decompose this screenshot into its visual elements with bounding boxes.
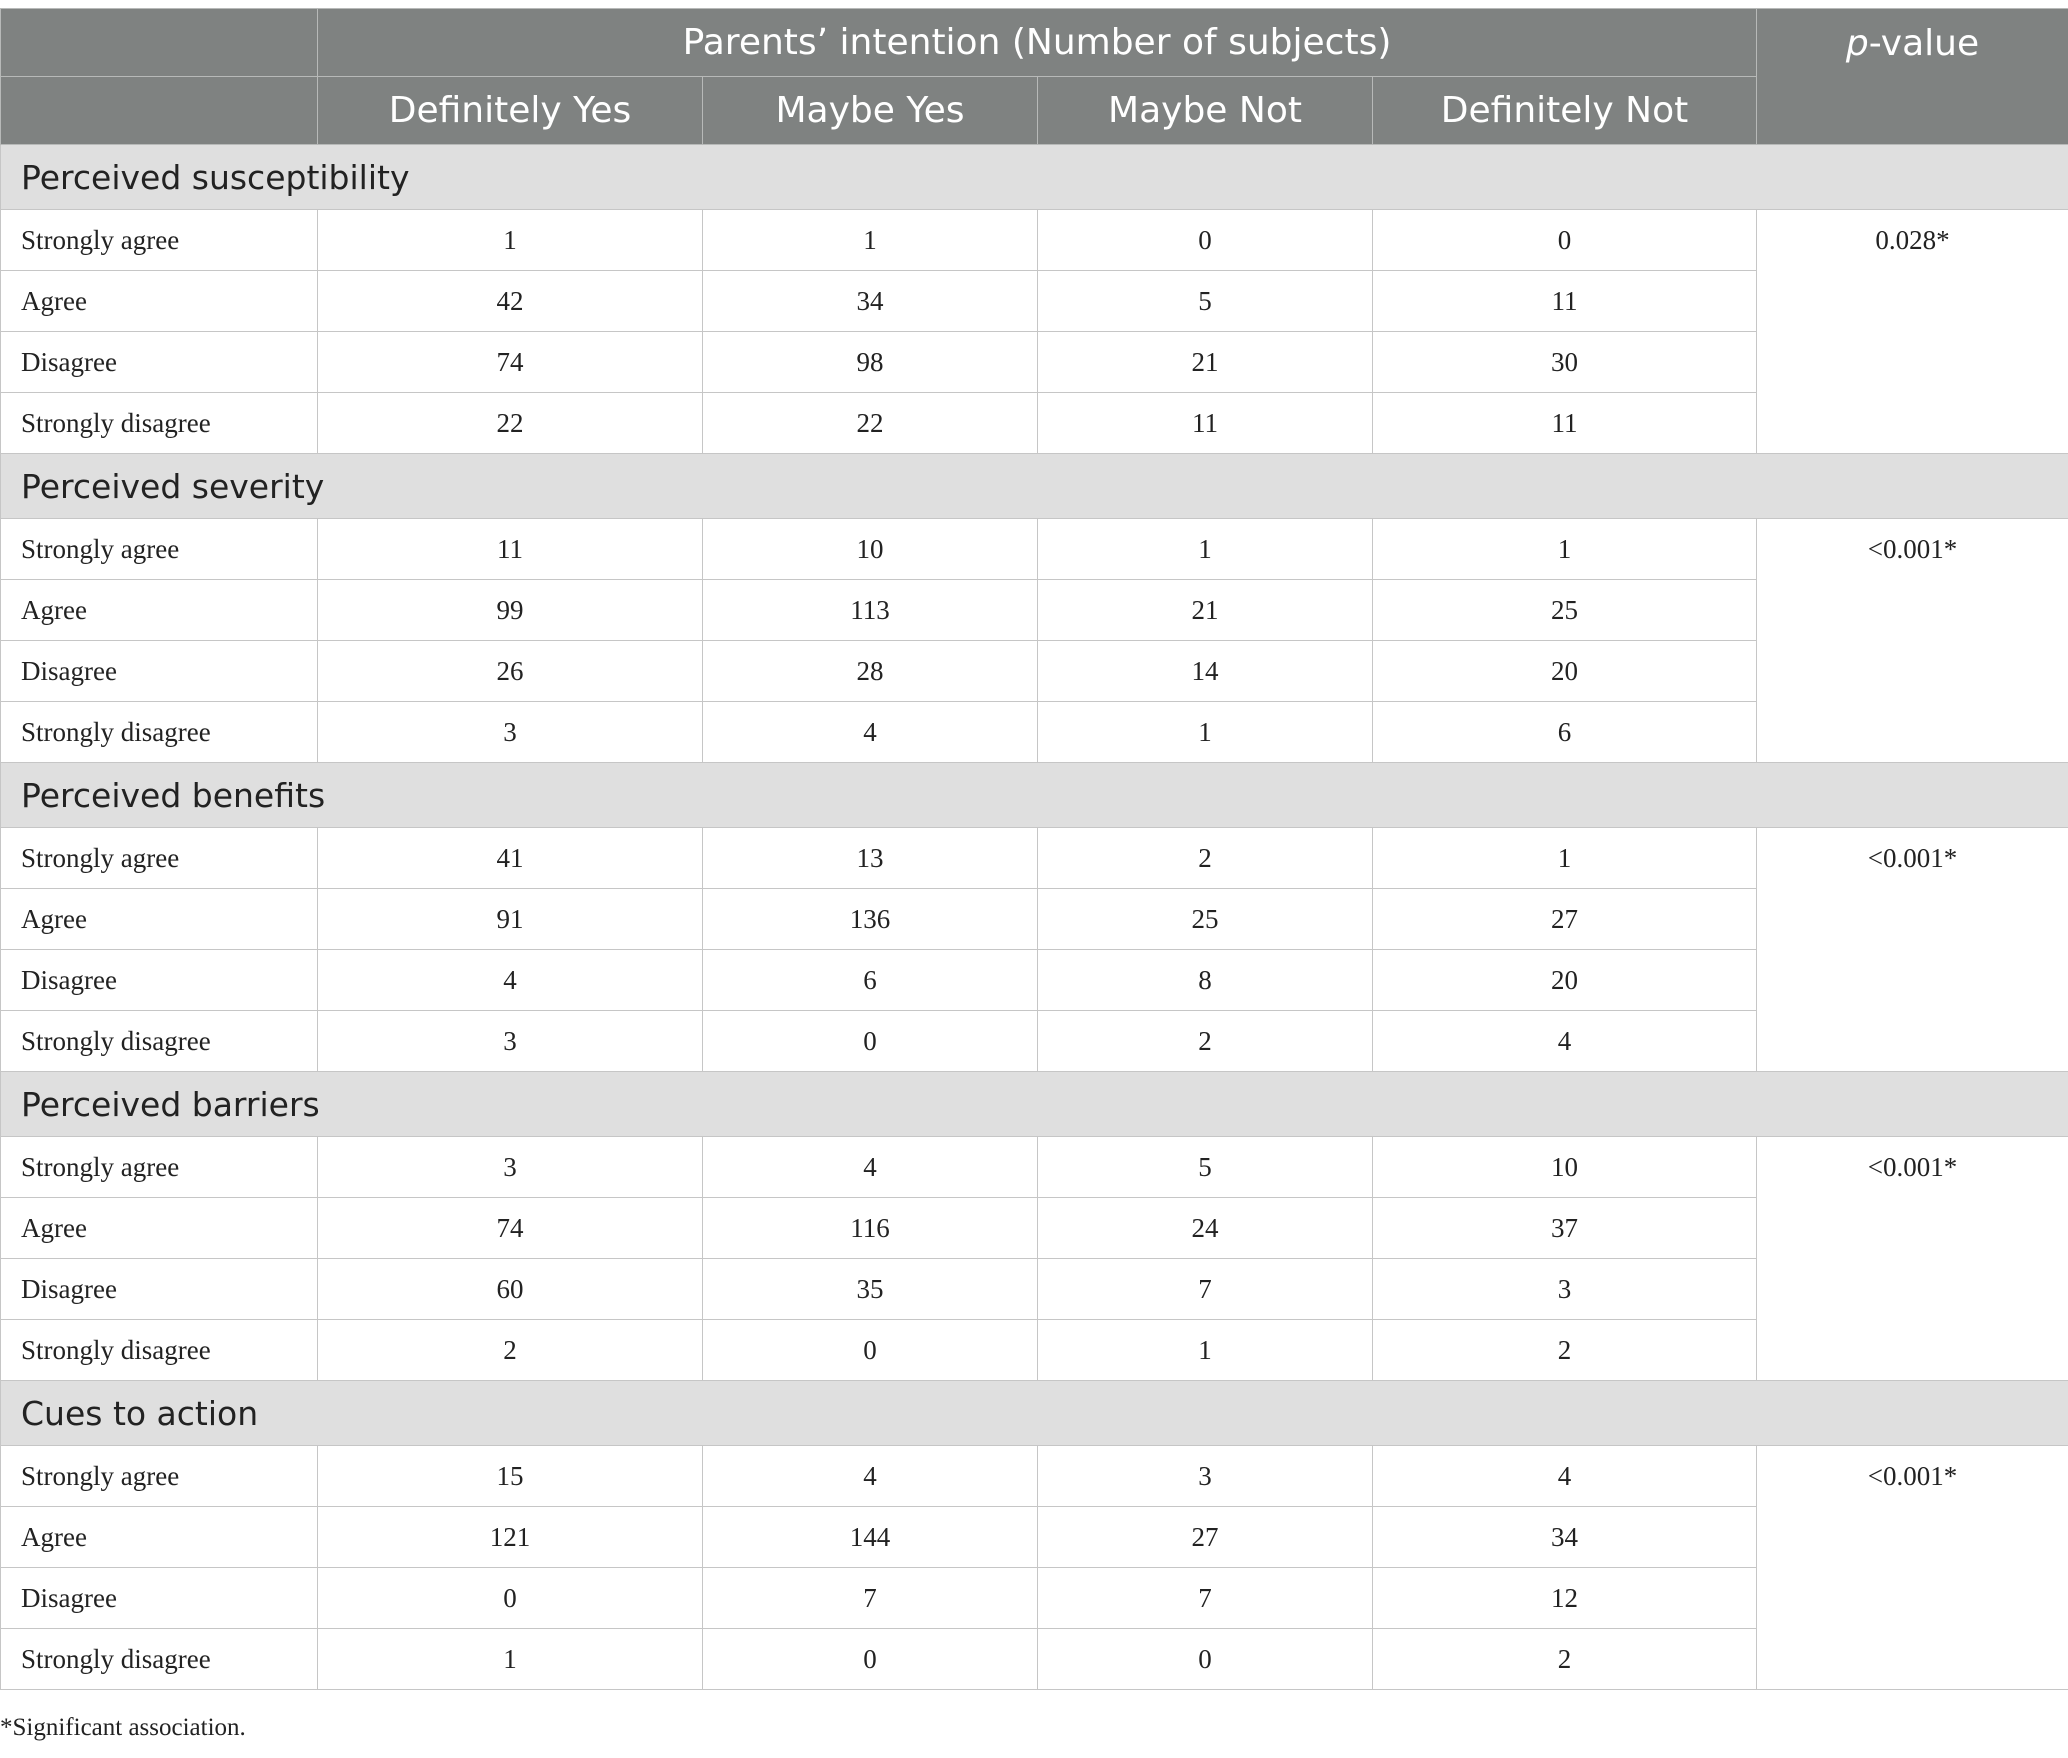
- column-header-definitely-yes: Definitely Yes: [318, 77, 703, 145]
- count-cell: 15: [318, 1446, 703, 1507]
- count-cell: 10: [703, 519, 1038, 580]
- header-row-group: [1, 9, 2068, 77]
- count-cell: 3: [318, 1011, 703, 1072]
- count-cell: 113: [703, 580, 1038, 641]
- count-cell: 144: [703, 1507, 1038, 1568]
- count-cell: 5: [1038, 271, 1373, 332]
- row-label: Strongly disagree: [1, 1011, 318, 1072]
- count-cell: 6: [1373, 702, 1757, 763]
- section-title: Perceived benefits: [1, 763, 2068, 828]
- count-cell: 4: [1373, 1011, 1757, 1072]
- count-cell: 1: [1038, 702, 1373, 763]
- row-label: Disagree: [1, 950, 318, 1011]
- count-cell: 0: [1373, 210, 1757, 271]
- count-cell: 0: [318, 1568, 703, 1629]
- count-cell: 21: [1038, 580, 1373, 641]
- p-value-cell: <0.001*: [1757, 1137, 2068, 1381]
- count-cell: 11: [318, 519, 703, 580]
- count-cell: 1: [318, 1629, 703, 1690]
- count-cell: 25: [1373, 580, 1757, 641]
- count-cell: 1: [318, 210, 703, 271]
- table-body: [1, 145, 2068, 1690]
- count-cell: 3: [318, 1137, 703, 1198]
- count-cell: 3: [1038, 1446, 1373, 1507]
- count-cell: 14: [1038, 641, 1373, 702]
- count-cell: 1: [703, 210, 1038, 271]
- row-label: Agree: [1, 580, 318, 641]
- table-row: [1, 519, 2068, 580]
- count-cell: 91: [318, 889, 703, 950]
- column-header-maybe-not: Maybe Not: [1038, 77, 1373, 145]
- header-corner-top: [1, 9, 318, 77]
- row-label: Strongly agree: [1, 1446, 318, 1507]
- count-cell: 0: [703, 1629, 1038, 1690]
- count-cell: 42: [318, 271, 703, 332]
- section-title: Perceived severity: [1, 454, 2068, 519]
- count-cell: 8: [1038, 950, 1373, 1011]
- intention-group-header: Parents’ intention (Number of subjects): [318, 9, 1757, 77]
- count-cell: 99: [318, 580, 703, 641]
- count-cell: 74: [318, 1198, 703, 1259]
- count-cell: 2: [1373, 1320, 1757, 1381]
- row-label: Strongly agree: [1, 1137, 318, 1198]
- count-cell: 13: [703, 828, 1038, 889]
- count-cell: 2: [1038, 1011, 1373, 1072]
- section-header-row: [1, 145, 2068, 210]
- row-label: Strongly agree: [1, 828, 318, 889]
- section-title: Perceived barriers: [1, 1072, 2068, 1137]
- count-cell: 12: [1373, 1568, 1757, 1629]
- count-cell: 98: [703, 332, 1038, 393]
- row-label: Agree: [1, 1198, 318, 1259]
- count-cell: 26: [318, 641, 703, 702]
- count-cell: 1: [1373, 828, 1757, 889]
- count-cell: 24: [1038, 1198, 1373, 1259]
- count-cell: 136: [703, 889, 1038, 950]
- count-cell: 21: [1038, 332, 1373, 393]
- row-label: Strongly disagree: [1, 1320, 318, 1381]
- count-cell: 11: [1373, 393, 1757, 454]
- count-cell: 11: [1373, 271, 1757, 332]
- count-cell: 121: [318, 1507, 703, 1568]
- count-cell: 0: [703, 1320, 1038, 1381]
- count-cell: 0: [1038, 1629, 1373, 1690]
- count-cell: 0: [1038, 210, 1373, 271]
- table-row: [1, 828, 2068, 889]
- count-cell: 3: [1373, 1259, 1757, 1320]
- count-cell: 25: [1038, 889, 1373, 950]
- count-cell: 34: [703, 271, 1038, 332]
- section-title: Cues to action: [1, 1381, 2068, 1446]
- header-corner-bottom: [1, 77, 318, 145]
- count-cell: 60: [318, 1259, 703, 1320]
- table-header: [1, 9, 2068, 145]
- count-cell: 1: [1038, 1320, 1373, 1381]
- table-row: [1, 1446, 2068, 1507]
- row-label: Agree: [1, 271, 318, 332]
- p-value-suffix: -value: [1868, 23, 1980, 64]
- p-value-italic-p: p: [1845, 23, 1869, 64]
- count-cell: 7: [1038, 1259, 1373, 1320]
- count-cell: 22: [318, 393, 703, 454]
- row-label: Disagree: [1, 641, 318, 702]
- row-label: Disagree: [1, 1259, 318, 1320]
- count-cell: 1: [1373, 519, 1757, 580]
- section-title: Perceived susceptibility: [1, 145, 2068, 210]
- table-row: [1, 1137, 2068, 1198]
- p-value-cell: <0.001*: [1757, 828, 2068, 1072]
- count-cell: 4: [703, 1137, 1038, 1198]
- row-label: Strongly disagree: [1, 393, 318, 454]
- row-label: Disagree: [1, 332, 318, 393]
- section-header-row: [1, 1072, 2068, 1137]
- row-label: Strongly agree: [1, 210, 318, 271]
- count-cell: 28: [703, 641, 1038, 702]
- row-label: Strongly agree: [1, 519, 318, 580]
- p-value-cell: <0.001*: [1757, 1446, 2068, 1690]
- count-cell: 22: [703, 393, 1038, 454]
- section-header-row: [1, 1381, 2068, 1446]
- count-cell: 27: [1373, 889, 1757, 950]
- footnote: *Significant association.: [0, 1714, 246, 1741]
- count-cell: 1: [1038, 519, 1373, 580]
- count-cell: 2: [318, 1320, 703, 1381]
- count-cell: 20: [1373, 950, 1757, 1011]
- count-cell: 116: [703, 1198, 1038, 1259]
- row-label: Agree: [1, 1507, 318, 1568]
- count-cell: 11: [1038, 393, 1373, 454]
- row-label: Strongly disagree: [1, 702, 318, 763]
- count-cell: 4: [703, 1446, 1038, 1507]
- count-cell: 41: [318, 828, 703, 889]
- count-cell: 6: [703, 950, 1038, 1011]
- count-cell: 3: [318, 702, 703, 763]
- count-cell: 27: [1038, 1507, 1373, 1568]
- column-header-maybe-yes: Maybe Yes: [703, 77, 1038, 145]
- count-cell: 74: [318, 332, 703, 393]
- row-label: Agree: [1, 889, 318, 950]
- count-cell: 30: [1373, 332, 1757, 393]
- count-cell: 0: [703, 1011, 1038, 1072]
- section-header-row: [1, 763, 2068, 828]
- count-cell: 5: [1038, 1137, 1373, 1198]
- count-cell: 35: [703, 1259, 1038, 1320]
- count-cell: 34: [1373, 1507, 1757, 1568]
- count-cell: 20: [1373, 641, 1757, 702]
- count-cell: 7: [1038, 1568, 1373, 1629]
- count-cell: 10: [1373, 1137, 1757, 1198]
- results-table: [0, 8, 2068, 1690]
- count-cell: 4: [703, 702, 1038, 763]
- count-cell: 37: [1373, 1198, 1757, 1259]
- count-cell: 2: [1038, 828, 1373, 889]
- column-header-definitely-not: Definitely Not: [1373, 77, 1757, 145]
- count-cell: 2: [1373, 1629, 1757, 1690]
- row-label: Disagree: [1, 1568, 318, 1629]
- p-value-cell: 0.028*: [1757, 210, 2068, 454]
- table-row: [1, 210, 2068, 271]
- row-label: Strongly disagree: [1, 1629, 318, 1690]
- count-cell: 4: [318, 950, 703, 1011]
- p-value-cell: <0.001*: [1757, 519, 2068, 763]
- section-header-row: [1, 454, 2068, 519]
- count-cell: 7: [703, 1568, 1038, 1629]
- count-cell: 4: [1373, 1446, 1757, 1507]
- p-value-header: [1757, 9, 2068, 145]
